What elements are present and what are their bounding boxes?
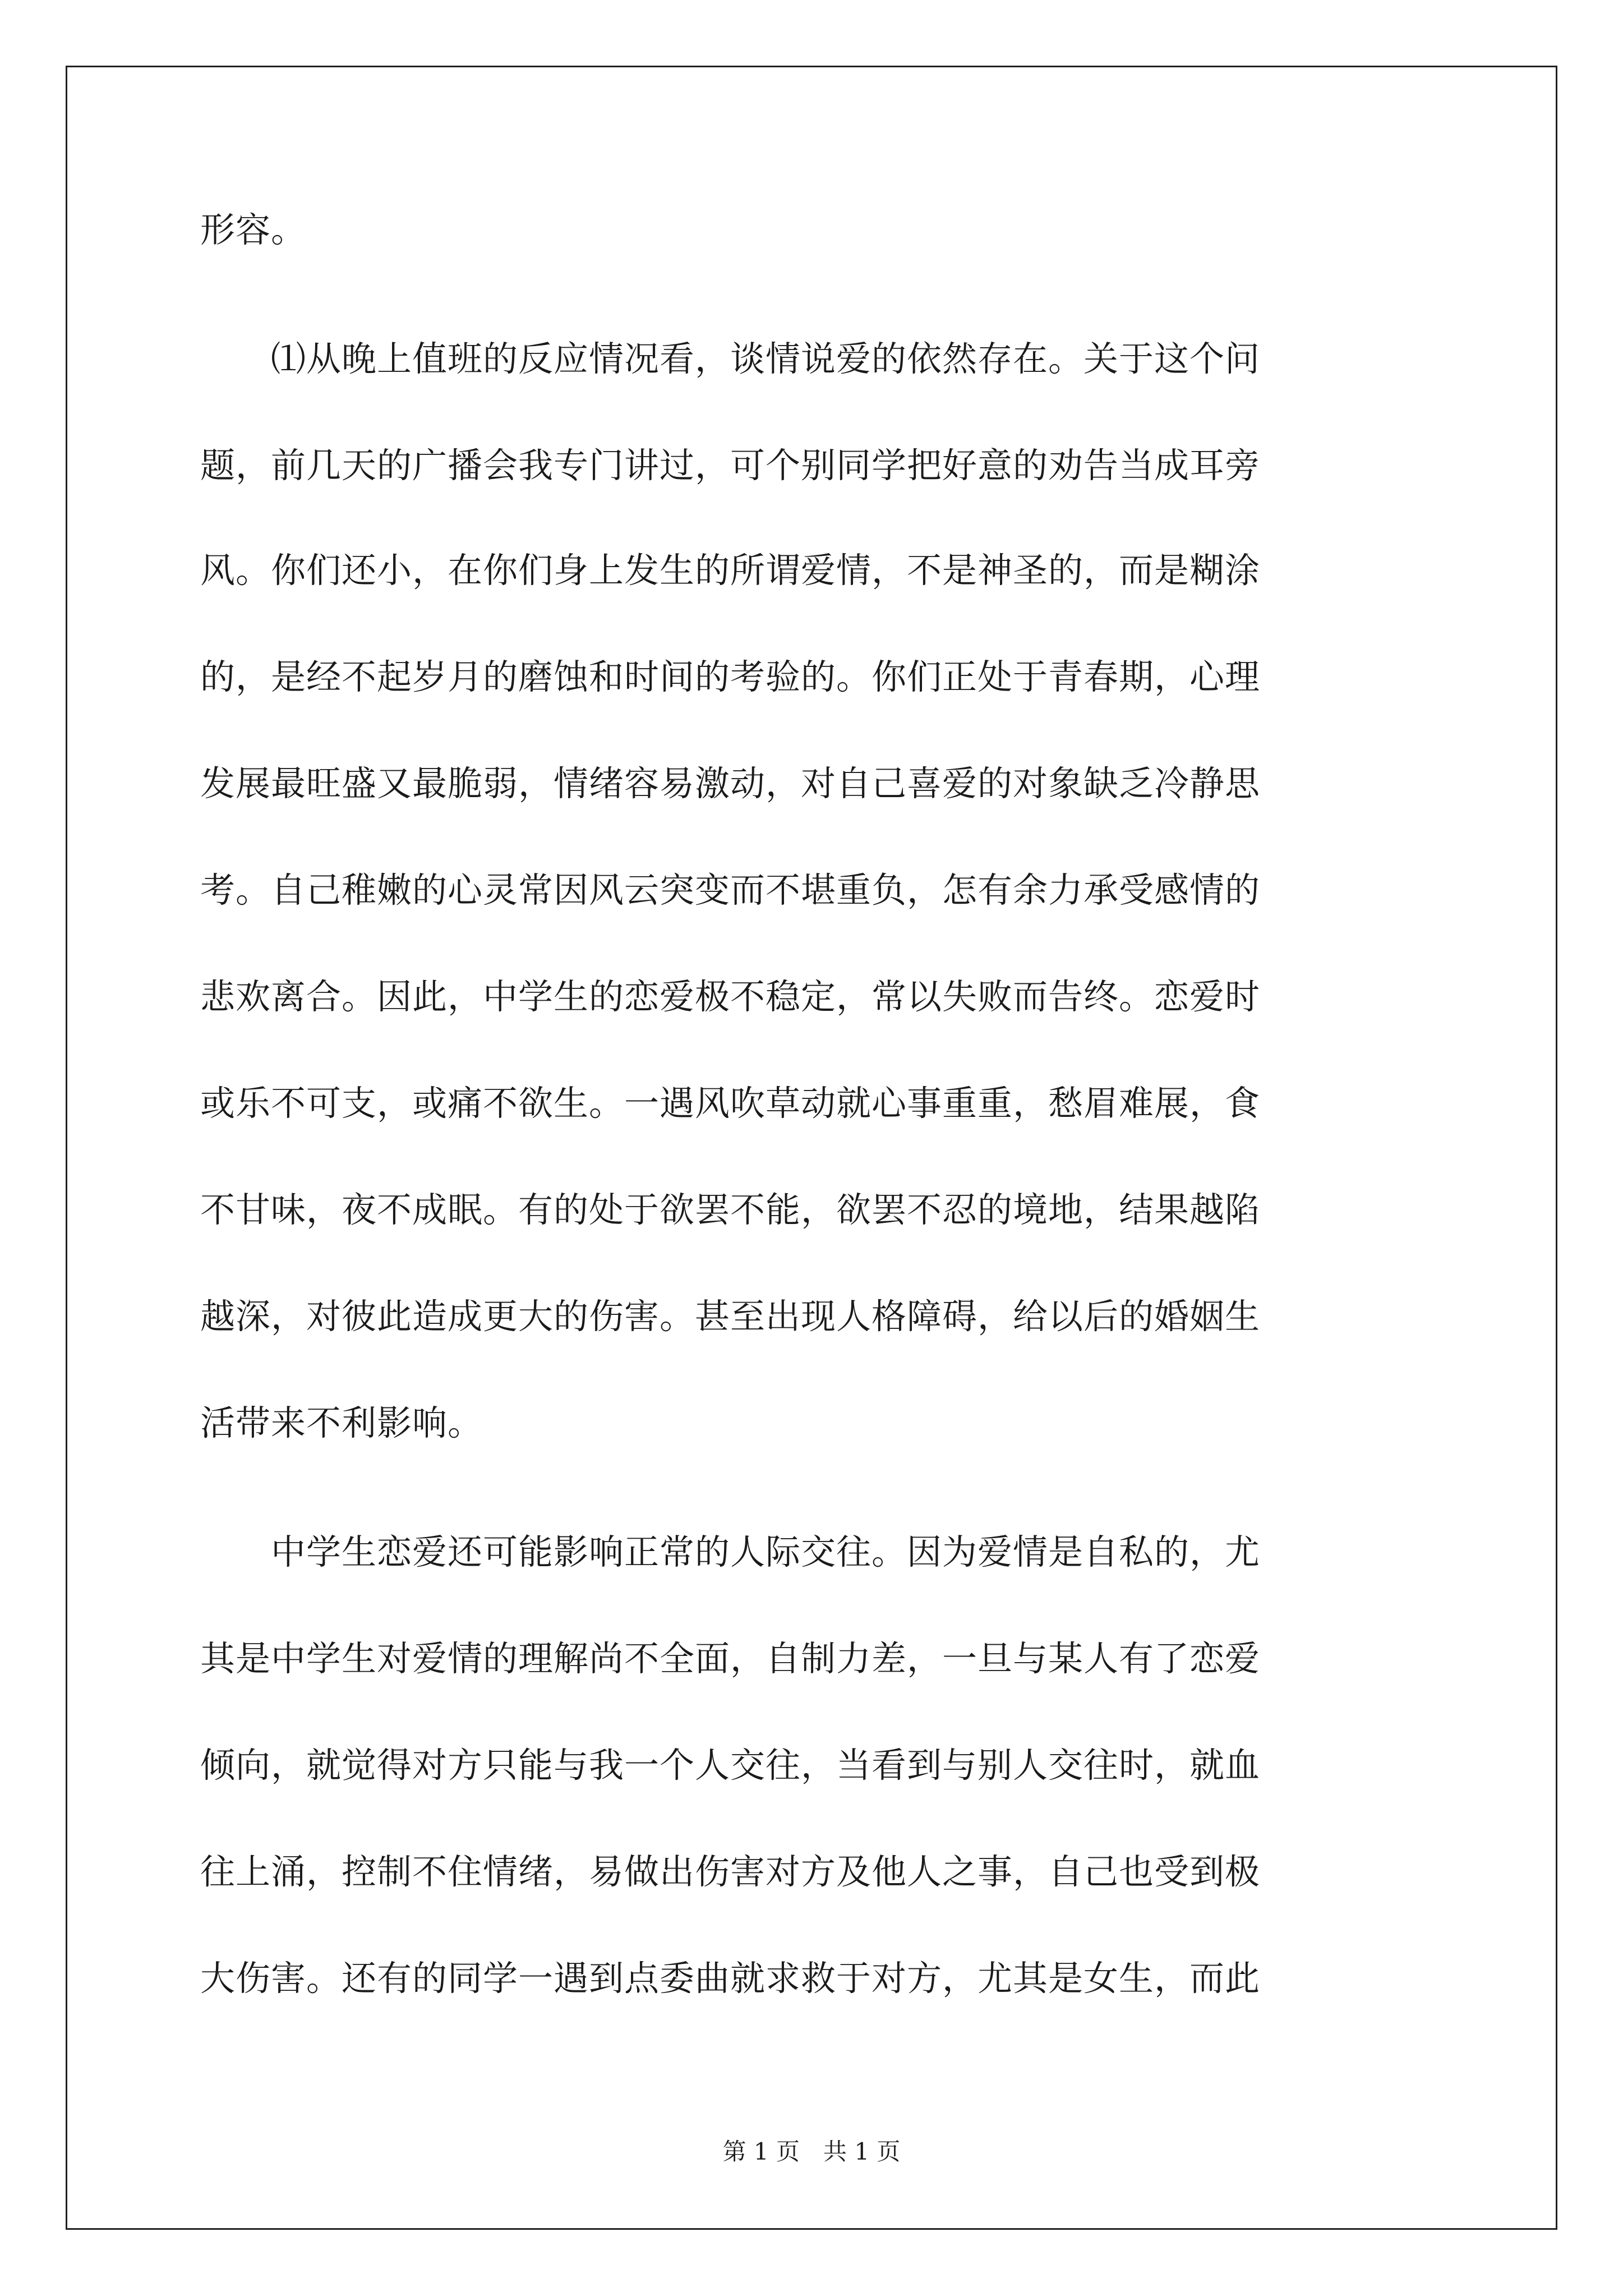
text-line: 风。你们还小，在你们身上发生的所谓爱情，不是神圣的，而是糊涂 — [200, 550, 1261, 591]
text-line: 越深，对彼此造成更大的伤害。甚至出现人格障碍，给以后的婚姻生 — [200, 1296, 1261, 1337]
text-line: 不甘味，夜不成眠。有的处于欲罢不能，欲罢不忍的境地，结果越陷 — [200, 1189, 1261, 1230]
text-line: 其是中学生对爱情的理解尚不全面，自制力差，一旦与某人有了恋爱 — [200, 1638, 1261, 1679]
text-line: 倾向，就觉得对方只能与我一个人交往，当看到与别人交往时，就血 — [200, 1745, 1261, 1786]
page-border — [66, 66, 1557, 2230]
text-line: 大伤害。还有的同学一遇到点委曲就求救于对方，尤其是女生，而此 — [200, 1958, 1261, 1999]
page-number: 第 1 页 共 1 页 — [722, 2138, 901, 2165]
text-line: ⑴从晚上值班的反应情况看，谈情说爱的依然存在。关于这个问 — [200, 338, 1261, 379]
text-line: 或乐不可支，或痛不欲生。一遇风吹草动就心事重重，愁眉难展，食 — [200, 1083, 1261, 1124]
text-line: 中学生恋爱还可能影响正常的人际交往。因为爱情是自私的，尤 — [200, 1531, 1261, 1572]
text-line: 往上涌，控制不住情绪，易做出伤害对方及他人之事，自己也受到极 — [200, 1851, 1261, 1892]
text-line: 题，前几天的广播会我专门讲过，可个别同学把好意的劝告当成耳旁 — [200, 445, 1261, 486]
text-line: 形容。 — [200, 209, 307, 250]
text-line: 考。自己稚嫩的心灵常因风云突变而不堪重负，怎有余力承受感情的 — [200, 869, 1261, 910]
text-line: 活带来不利影响。 — [200, 1402, 483, 1443]
text-line: 悲欢离合。因此，中学生的恋爱极不稳定，常以失败而告终。恋爱时 — [200, 976, 1261, 1017]
text-line: 发展最旺盛又最脆弱，情绪容易激动，对自己喜爱的对象缺乏冷静思 — [200, 763, 1261, 804]
text-line: 的，是经不起岁月的磨蚀和时间的考验的。你们正处于青春期，心理 — [200, 656, 1261, 697]
